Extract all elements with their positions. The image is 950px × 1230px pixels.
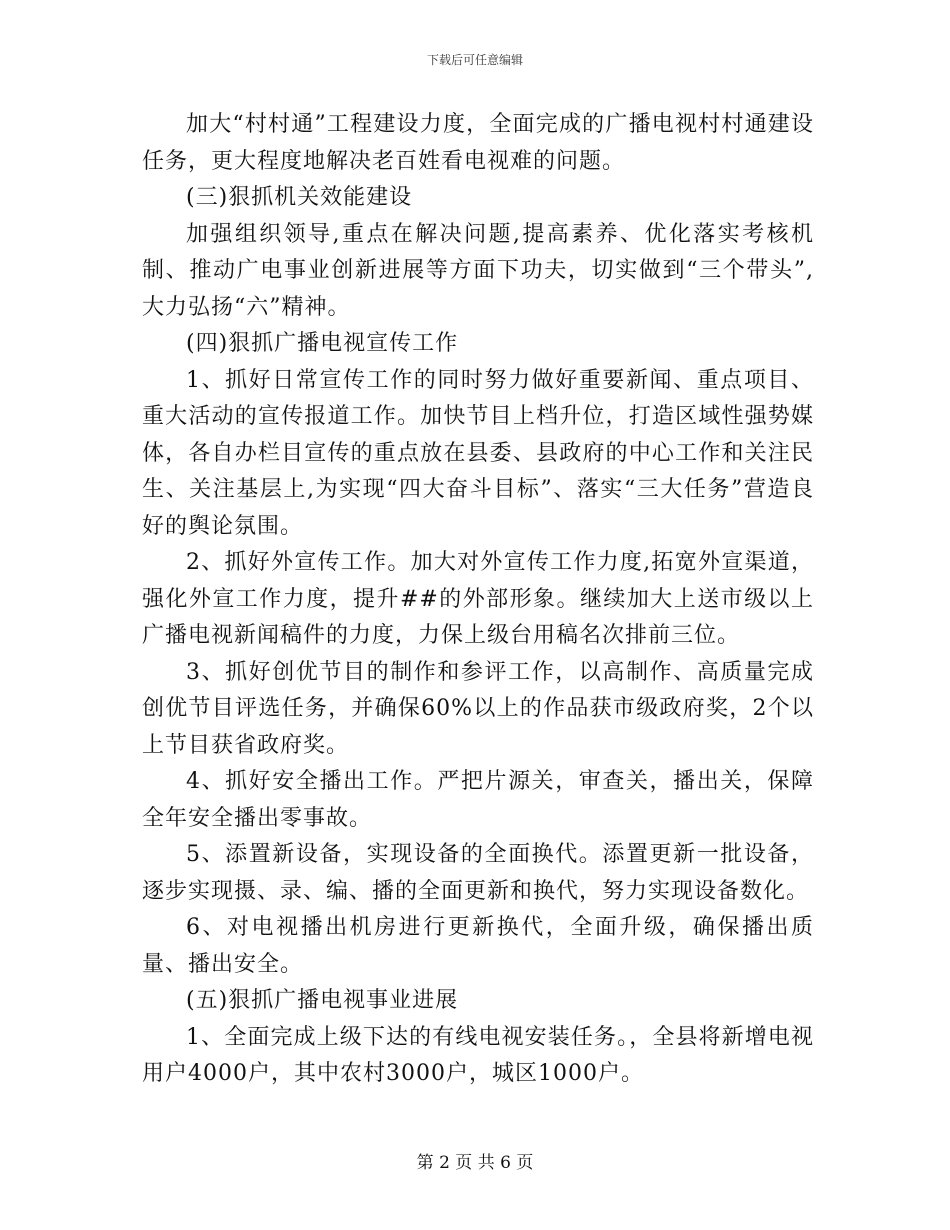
list-item: 5、添置新设备，实现设备的全面换代。添置更新一批设备，逐步实现摄、录、编、播的全面更新和换代，努力实现设备数化。 [142,842,814,904]
paragraph: 加强组织领导,重点在解决问题,提高素养、优化落实考核机制、推动广电事业创新进展等方面下功夫，切实做到“三个带头”,大力弘扬“六”精神。 [142,221,814,320]
section-heading: (三)狠抓机关效能建设 [186,185,413,210]
document-body [142,107,814,1093]
page-number: 第 2 页 共 6 页 [416,1153,534,1173]
section-heading: (四)狠抓广播电视宣传工作 [186,331,459,356]
list-item: 1、全面完成上级下达的有线电视安装任务。，全县将新增电视用户4000户，其中农村3000户，城区1000户。 [142,1024,814,1086]
list-item: 4、抓好安全播出工作。严把片源关，审查关，播出关，保障全年安全播出零事故。 [142,769,814,831]
list-item: 2、抓好外宣传工作。加大对外宣传工作力度,拓宽外宣渠道，强化外宣工作力度，提升##的外部形象。继续加大上送市级以上广播电视新闻稿件的力度，力保上级台用稿名次排前三位。 [142,550,814,648]
list-item: 6、对电视播出机房进行更新换代，全面升级，确保播出质量、播出安全。 [142,915,814,977]
section-heading: (五)狠抓广播电视事业进展 [186,988,459,1013]
list-item: 1、抓好日常宣传工作的同时努力做好重要新闻、重点项目、重大活动的宣传报道工作。加快节目上档升位，打造区域性强势媒体，各自办栏目宣传的重点放在县委、县政府的中心工作和关注民生、关注基层上,为实现“四大奋斗目标”、落实“三大任务”营造良好的舆论氛围。 [142,367,814,539]
list-item: 3、抓好创优节目的制作和参评工作，以高制作、高质量完成创优节目评选任务，并确保60%以上的作品获市级政府奖，2个以上节目获省政府奖。 [142,659,814,758]
page-header: 下载后可任意编辑 [426,53,523,67]
paragraph: 加大“村村通”工程建设力度，全面完成的广播电视村村通建设任务，更大程度地解决老百姓看电视难的问题。 [142,112,814,174]
